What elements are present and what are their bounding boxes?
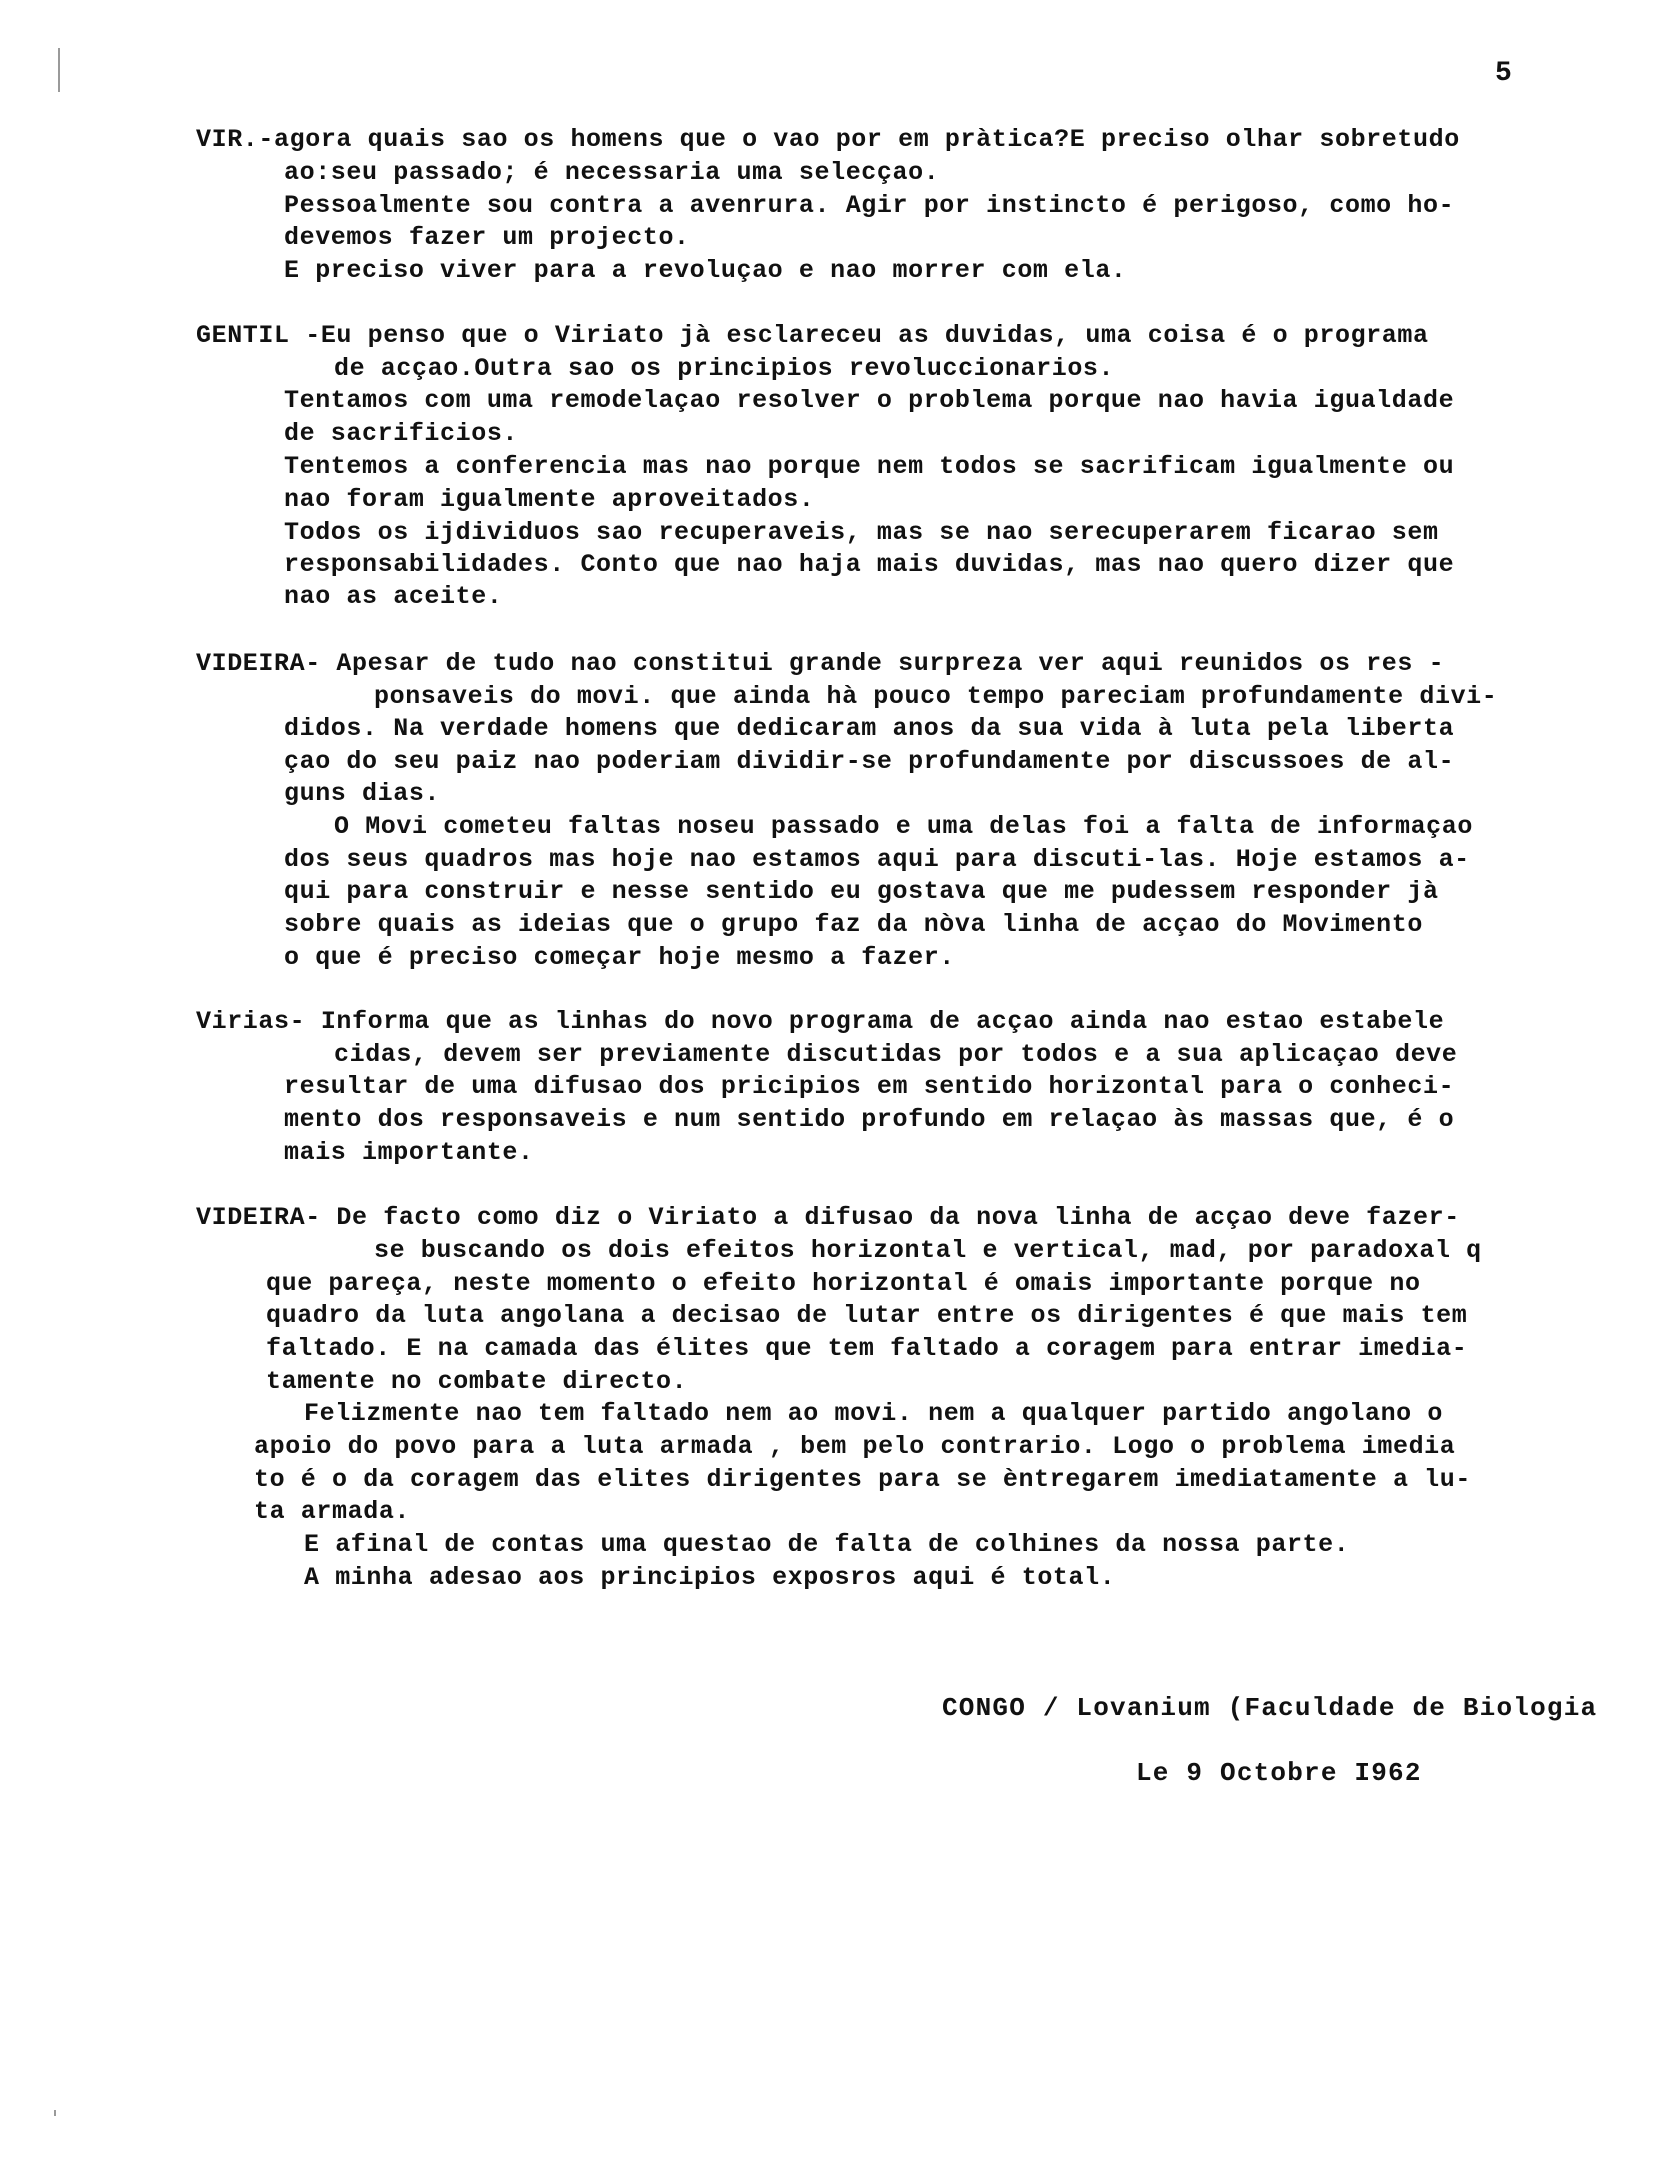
speech-line: E preciso viver para a revoluçao e nao morrer com ela. xyxy=(284,256,1127,285)
speech-line: ta armada. xyxy=(254,1497,411,1526)
speech-line: se buscando os dois efeitos horizontal e vertical, mad, por paradoxal q xyxy=(374,1236,1482,1265)
speech-line: tamente no combate directo. xyxy=(266,1367,688,1396)
footer-location: CONGO / Lovanium (Faculdade de Biologia xyxy=(942,1693,1598,1723)
speech-line: quadro da luta angolana a decisao de lutar entre os dirigentes é que mais tem xyxy=(266,1301,1468,1330)
speech-line: VIR.-agora quais sao os homens que o vao por em pràtica?E preciso olhar sobretudo xyxy=(196,125,1460,154)
speech-line: qui para construir e nesse sentido eu gostava que me pudessem responder jà xyxy=(284,877,1439,906)
speech-line: to é o da coragem das elites dirigentes para se èntregarem imediatamente a lu- xyxy=(254,1465,1471,1494)
speech-line: nao as aceite. xyxy=(284,582,503,611)
footer-date: Le 9 Octobre I962 xyxy=(1136,1758,1422,1788)
left-margin-mark xyxy=(58,48,60,92)
speech-line: apoio do povo para a luta armada , bem pelo contrario. Logo o problema imedia xyxy=(254,1432,1456,1461)
speech-line: mais importante. xyxy=(284,1138,534,1167)
speech-line: dos seus quadros mas hoje nao estamos aqui para discuti-las. Hoje estamos a- xyxy=(284,845,1470,874)
speech-line: o que é preciso começar hoje mesmo a fazer. xyxy=(284,943,955,972)
speech-line: VIDEIRA- Apesar de tudo nao constitui grande surpreza ver aqui reunidos os res - xyxy=(196,649,1445,678)
speech-line: devemos fazer um projecto. xyxy=(284,223,690,252)
speech-line: cidas, devem ser previamente discutidas por todos e a sua aplicaçao deve xyxy=(334,1040,1458,1069)
speech-line: didos. Na verdade homens que dedicaram anos da sua vida à luta pela liberta xyxy=(284,714,1455,743)
speech-line: Pessoalmente sou contra a avenrura. Agir por instincto é perigoso, como ho- xyxy=(284,191,1455,220)
speech-line: faltado. E na camada das élites que tem faltado a coragem para entrar imedia- xyxy=(266,1334,1468,1363)
speech-line: E afinal de contas uma questao de falta de colhines da nossa parte. xyxy=(304,1530,1350,1559)
speech-line: GENTIL -Eu penso que o Viriato jà esclareceu as duvidas, uma coisa é o programa xyxy=(196,321,1429,350)
speech-line: guns dias. xyxy=(284,779,441,808)
speech-line: çao do seu paiz nao poderiam dividir-se profundamente por discussoes de al- xyxy=(284,747,1455,776)
speech-line: VIDEIRA- De facto como diz o Viriato a difusao da nova linha de acçao deve fazer- xyxy=(196,1203,1460,1232)
speech-line: Tentemos a conferencia mas nao porque nem todos se sacrificam igualmente ou xyxy=(284,452,1455,481)
speech-line: nao foram igualmente aproveitados. xyxy=(284,485,815,514)
page-number: 5 xyxy=(1495,58,1512,89)
speech-line: ponsaveis do movi. que ainda hà pouco tempo pareciam profundamente divi- xyxy=(374,682,1498,711)
speech-line: Felizmente nao tem faltado nem ao movi. nem a qualquer partido angolano o xyxy=(304,1399,1443,1428)
speech-line: de acçao.Outra sao os principios revoluccionarios. xyxy=(334,354,1115,383)
speech-line: mento dos responsaveis e num sentido profundo em relaçao às massas que, é o xyxy=(284,1105,1455,1134)
speech-line: que pareça, neste momento o efeito horizontal é omais importante porque no xyxy=(266,1269,1421,1298)
speech-line: Virias- Informa que as linhas do novo programa de acçao ainda nao estao estabele xyxy=(196,1007,1445,1036)
speech-line: responsabilidades. Conto que nao haja mais duvidas, mas nao quero dizer que xyxy=(284,550,1455,579)
speech-line: Todos os ijdividuos sao recuperaveis, mas se nao serecuperarem ficarao sem xyxy=(284,518,1439,547)
speech-line: ao:seu passado; é necessaria uma selecçao. xyxy=(284,158,940,187)
speech-line: sobre quais as ideias que o grupo faz da nòva linha de acçao do Movimento xyxy=(284,910,1423,939)
speech-line: resultar de uma difusao dos pricipios em sentido horizontal para o conheci- xyxy=(284,1072,1455,1101)
speech-line: O Movi cometeu faltas noseu passado e uma delas foi a falta de informaçao xyxy=(334,812,1473,841)
speech-line: de sacrificios. xyxy=(284,419,519,448)
speech-line: A minha adesao aos principios exposros aqui é total. xyxy=(304,1563,1116,1592)
left-margin-mark-bottom xyxy=(54,2110,56,2116)
speech-line: Tentamos com uma remodelaçao resolver o problema porque nao havia igualdade xyxy=(284,386,1455,415)
